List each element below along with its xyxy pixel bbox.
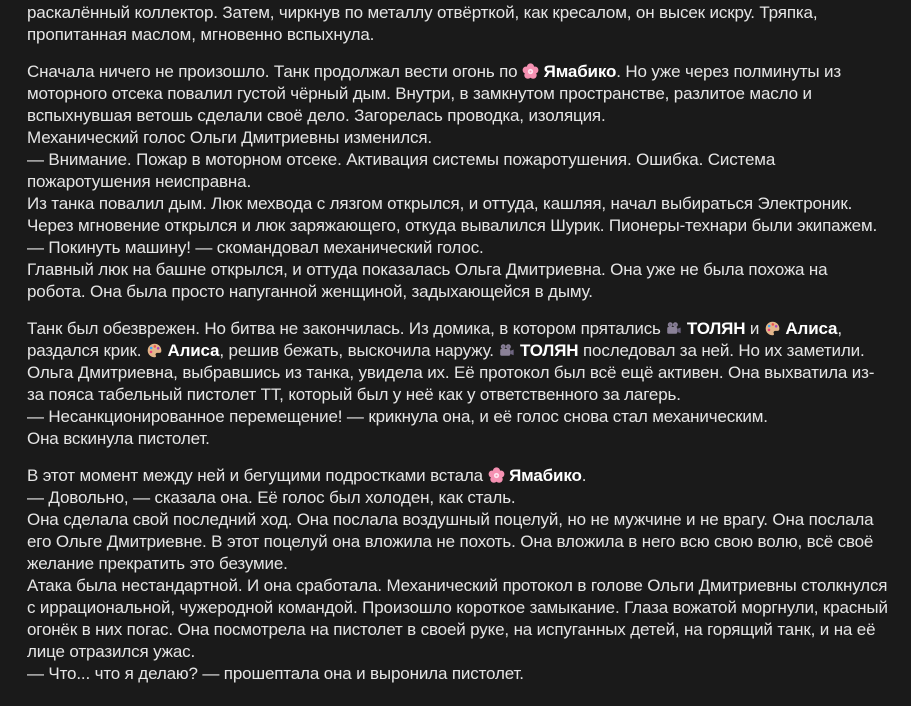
character-name: Алиса bbox=[167, 341, 220, 360]
story-line: — Что... что я делаю? — прошептала она и выронила пистолет. bbox=[27, 664, 524, 683]
character-mention bbox=[488, 466, 582, 485]
story-paragraph bbox=[27, 61, 889, 303]
story-line: Через мгновение открылся и люк заряжающего, откуда вывалился Шурик. Пионеры-технари были экипажем. bbox=[27, 216, 878, 235]
character-mention bbox=[522, 62, 616, 81]
story-line: Атака была нестандартной. И она сработала. Механический протокол в голове Ольги Дмитриевны столкнулся с иррациональной, чужеродной командой. Произошло короткое замыкание. Глаза вожатой моргнули, красный огонёк в них погас. Она посмотрела на пистолет в своей руке, на испуганных детей, на горящий танк, и на её лице отразился ужас. bbox=[27, 576, 888, 661]
story-line: — Несанкционированное перемещение! — крикнула она, и её голос снова стал механическим. bbox=[27, 407, 768, 426]
character-mention bbox=[146, 341, 219, 360]
story-paragraph bbox=[27, 465, 889, 685]
story-line: Ольга Дмитриевна, выбравшись из танка, увидела их. Её протокол был всё ещё активен. Она выхватила из-за пояса табельный пистолет ТТ, который был у неё как у ответственного за лагерь. bbox=[27, 363, 875, 404]
story-paragraph bbox=[27, 2, 889, 46]
story-line: Она сделала свой последний ход. Она послала воздушный поцелуй, но не мужчине и не врагу. Она послала его Ольге Дмитриевне. В этот поцелуй она вложила не похоть. Она вложила в него всю свою волю, всё своё желание прекратить это безумие. bbox=[27, 510, 874, 573]
story-line: Танк был обезврежен. Но битва не закончилась. Из домика, в котором прятались ТОЛЯН и Алиса, раздался крик. Алиса, решив бежать, выскочила наружу. ТОЛЯН последовал за ней. Но их заметили. bbox=[27, 319, 865, 360]
character-name: Ямабико bbox=[509, 466, 582, 485]
story-line: Она вскинула пистолет. bbox=[27, 429, 210, 448]
story-line: Из танка повалил дым. Люк мехвода с лязгом открылся, и оттуда, кашляя, начал выбираться Электроник. bbox=[27, 194, 853, 213]
character-mention bbox=[665, 319, 745, 338]
story-line: — Покинуть машину! — скомандовал механический голос. bbox=[27, 238, 484, 257]
character-name: ТОЛЯН bbox=[686, 319, 746, 338]
character-name: Алиса bbox=[785, 319, 838, 338]
character-mention bbox=[498, 341, 578, 360]
character-name: ТОЛЯН bbox=[519, 341, 579, 360]
story-paragraph bbox=[27, 318, 889, 450]
story-line: раскалённый коллектор. Затем, чиркнув по металлу отвёрткой, как кресалом, он высек искру. Тряпка, пропитанная маслом, мгновенно вспыхнула. bbox=[27, 3, 818, 44]
cherry-blossom-icon bbox=[522, 63, 539, 80]
story-line: Механический голос Ольги Дмитриевны изменился. bbox=[27, 128, 432, 147]
story-line: — Внимание. Пожар в моторном отсеке. Активация системы пожаротушения. Ошибка. Система пожаротушения неисправна. bbox=[27, 150, 776, 191]
movie-camera-icon bbox=[498, 342, 515, 359]
character-name: Ямабико bbox=[543, 62, 617, 81]
character-mention bbox=[764, 319, 837, 338]
story-line: — Довольно, — сказала она. Её голос был холоден, как сталь. bbox=[27, 488, 516, 507]
story-line: В этот момент между ней и бегущими подростками встала Ямабико. bbox=[27, 466, 587, 485]
cherry-blossom-icon bbox=[488, 467, 505, 484]
artist-palette-icon bbox=[764, 320, 781, 337]
story-line: Сначала ничего не произошло. Танк продолжал вести огонь по Ямабико. Но уже через полминуты из моторного отсека повалил густой чёрный дым. Внутри, в замкнутом пространстве, разлитое масло и вспыхнувшая ветошь сделали своё дело. Загорелась проводка, изоляция. bbox=[27, 62, 841, 125]
story-line: Главный люк на башне открылся, и оттуда показалась Ольга Дмитриевна. Она уже не была похожа на робота. Она была просто напуганной женщиной, задыхающейся в дыму. bbox=[27, 260, 828, 301]
movie-camera-icon bbox=[665, 320, 682, 337]
artist-palette-icon bbox=[146, 342, 163, 359]
